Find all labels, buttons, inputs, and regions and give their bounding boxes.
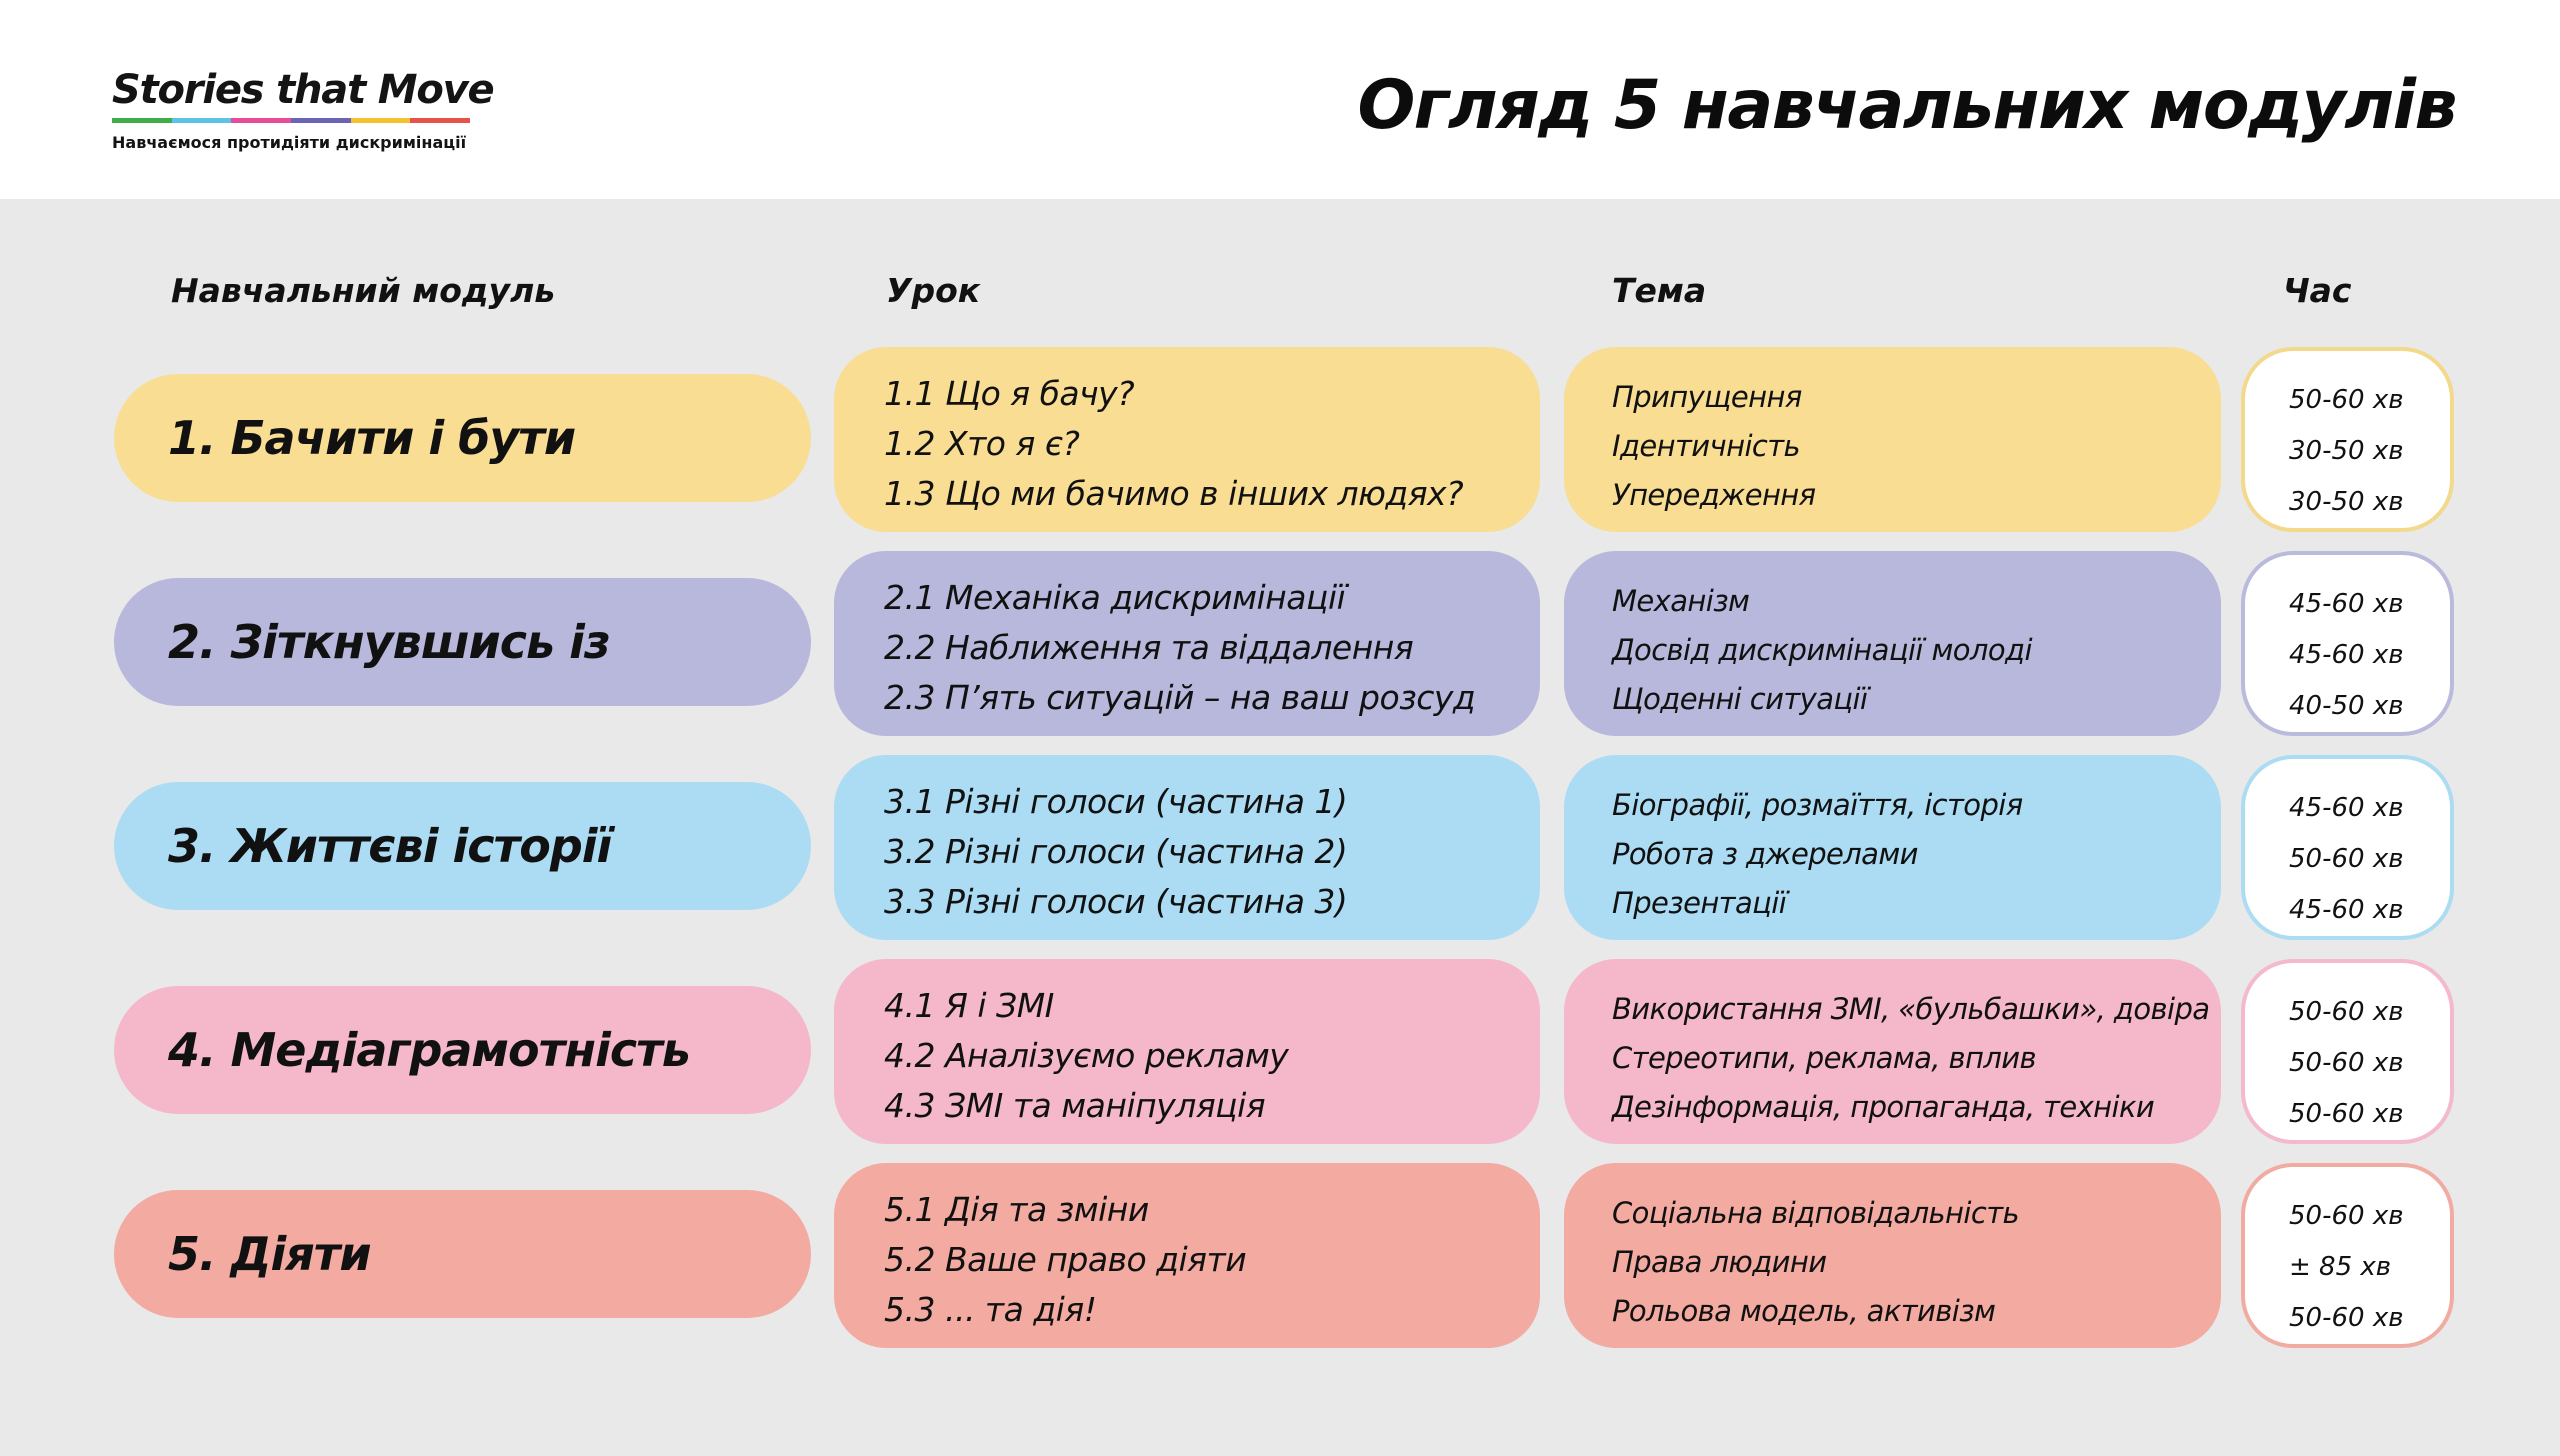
time-list (2241, 959, 2454, 1144)
module-title: 2. Зіткнувшись із (114, 578, 811, 706)
lesson-item: 3.3 Різні голоси (частина 3) (884, 882, 1348, 921)
topic-item: Щоденні ситуації (1612, 682, 1868, 716)
module-row (0, 755, 2560, 940)
topic-item: Дезінформація, пропаганда, техніки (1612, 1090, 2155, 1124)
time-item: 50-60 хв (2289, 1201, 2404, 1231)
topic-item: Робота з джерелами (1612, 837, 1918, 871)
lesson-item: 1.1 Що я бачу? (884, 374, 1135, 413)
module-row (0, 959, 2560, 1144)
lesson-list (834, 347, 1540, 532)
logo-subtitle: Навчаємося протидіяти дискримінації (112, 133, 467, 152)
lesson-list (834, 959, 1540, 1144)
time-list (2241, 1163, 2454, 1348)
module-title: 3. Життєві історії (114, 782, 811, 910)
topic-item: Рольова модель, активізм (1612, 1294, 1996, 1328)
time-item: 45-60 хв (2289, 793, 2404, 823)
lesson-item: 5.1 Дія та зміни (884, 1190, 1149, 1229)
topic-item: Ідентичність (1612, 429, 1801, 463)
topic-item: Досвід дискримінації молоді (1612, 633, 2032, 667)
column-header-topic: Тема (1612, 271, 1707, 310)
lesson-item: 4.1 Я і ЗМІ (884, 986, 1054, 1025)
time-item: 50-60 хв (2289, 385, 2404, 415)
lesson-item: 2.1 Механіка дискримінації (884, 578, 1346, 617)
topic-item: Соціальна відповідальність (1612, 1196, 2019, 1230)
time-list (2241, 347, 2454, 532)
topic-list (1564, 959, 2221, 1144)
header (0, 0, 2560, 199)
topic-list (1564, 1163, 2221, 1348)
logo (112, 66, 493, 152)
time-item: 45-60 хв (2289, 589, 2404, 619)
topic-item: Біографії, розмаїття, історія (1612, 788, 2023, 822)
module-row (0, 1163, 2560, 1348)
topic-list (1564, 347, 2221, 532)
logo-title: Stories that Move (112, 67, 494, 113)
lesson-item: 3.1 Різні голоси (частина 1) (884, 782, 1348, 821)
lesson-item: 4.2 Аналізуємо рекламу (884, 1036, 1289, 1075)
time-item: ± 85 хв (2289, 1252, 2392, 1282)
logo-bar-segment (410, 118, 470, 123)
page-title: Огляд 5 навчальних модулів (1357, 66, 2456, 145)
module-title: 5. Діяти (114, 1190, 811, 1318)
time-item: 50-60 хв (2289, 1099, 2404, 1129)
lesson-item: 3.2 Різні голоси (частина 2) (884, 832, 1348, 871)
time-list (2241, 551, 2454, 736)
lesson-list (834, 755, 1540, 940)
topic-item: Використання ЗМІ, «бульбашки», довіра (1612, 992, 2210, 1026)
module-row (0, 551, 2560, 736)
logo-bar-segment (231, 118, 291, 123)
topic-item: Права людини (1612, 1245, 1827, 1279)
logo-bar-segment (112, 118, 172, 123)
time-item: 50-60 хв (2289, 1303, 2404, 1333)
logo-color-bar (112, 118, 470, 123)
lesson-item: 5.2 Ваше право діяти (884, 1240, 1247, 1279)
time-item: 40-50 хв (2289, 691, 2404, 721)
column-header-lesson: Урок (886, 271, 981, 310)
lesson-item: 4.3 ЗМІ та маніпуляція (884, 1086, 1266, 1125)
column-header-module: Навчальний модуль (171, 271, 556, 310)
lesson-item: 1.2 Хто я є? (884, 424, 1080, 463)
topic-item: Презентації (1612, 886, 1787, 920)
logo-bar-segment (291, 118, 351, 123)
topic-list (1564, 755, 2221, 940)
lesson-item: 5.3 ... та дія! (884, 1290, 1097, 1329)
topic-item: Упередження (1612, 478, 1816, 512)
module-title: 1. Бачити і бути (114, 374, 811, 502)
time-item: 50-60 хв (2289, 1048, 2404, 1078)
topic-list (1564, 551, 2221, 736)
module-row (0, 347, 2560, 532)
logo-bar-segment (172, 118, 232, 123)
lesson-item: 1.3 Що ми бачимо в інших людях? (884, 474, 1464, 513)
time-item: 45-60 хв (2289, 640, 2404, 670)
time-item: 30-50 хв (2289, 487, 2404, 517)
time-item: 45-60 хв (2289, 895, 2404, 925)
lesson-list (834, 1163, 1540, 1348)
time-item: 50-60 хв (2289, 997, 2404, 1027)
overview-table (0, 199, 2560, 1456)
lesson-item: 2.2 Наближення та віддалення (884, 628, 1414, 667)
time-item: 50-60 хв (2289, 844, 2404, 874)
topic-item: Припущення (1612, 380, 1802, 414)
logo-bar-segment (351, 118, 411, 123)
column-header-time: Час (2283, 271, 2352, 310)
time-list (2241, 755, 2454, 940)
lesson-item: 2.3 П’ять ситуацій – на ваш розсуд (884, 678, 1476, 717)
lesson-list (834, 551, 1540, 736)
topic-item: Стереотипи, реклама, вплив (1612, 1041, 2037, 1075)
module-title: 4. Медіаграмотність (114, 986, 811, 1114)
topic-item: Механізм (1612, 584, 1750, 618)
time-item: 30-50 хв (2289, 436, 2404, 466)
